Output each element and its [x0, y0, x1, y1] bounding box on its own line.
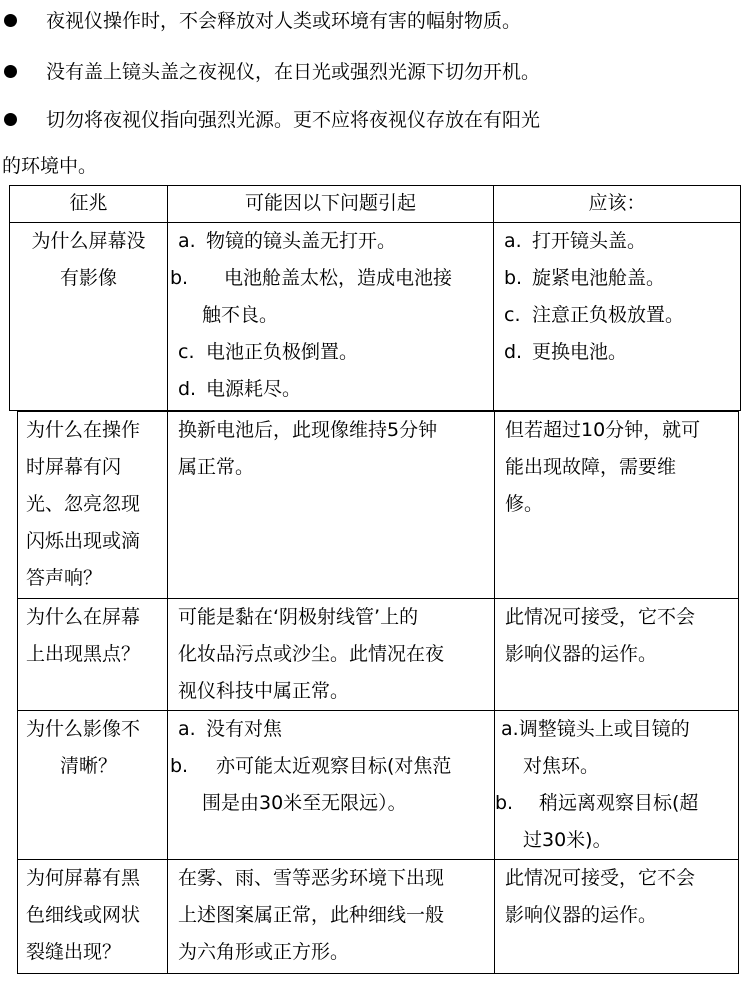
item-marker: b. [170, 755, 189, 777]
cause-cell [168, 223, 494, 411]
item-text: 亦可能太近观察目标(对焦范 [216, 755, 452, 777]
bullet-continuation: 的环境中。 [2, 155, 98, 177]
solution-line [495, 711, 734, 748]
item-marker: a. [501, 718, 519, 740]
symptom-cell [18, 860, 168, 974]
cause-line: 化妆品污点或沙尘。此情况在夜 [178, 643, 445, 665]
solution-cell [495, 412, 739, 599]
cause-line: 在雾、雨、雪等恶劣环境下出现 [178, 867, 445, 889]
bullet-dot-icon [4, 113, 17, 126]
cause-line [168, 371, 487, 408]
symptom-line: 为何屏幕有黑 [26, 867, 141, 889]
item-marker: c. [178, 341, 195, 363]
item-marker: a. [178, 230, 196, 252]
column-header-cause: 可能因以下问题引起 [168, 186, 494, 223]
table-row [18, 860, 739, 974]
item-text: 没有对焦 [206, 718, 283, 740]
solution-cell [495, 860, 739, 974]
item-text: 过30米)。 [523, 829, 612, 851]
item-marker: a. [178, 718, 196, 740]
cause-line: 视仪科技中属正常。 [178, 680, 350, 702]
symptom-line: 为什么在操作 [26, 419, 141, 441]
symptom-cell [10, 223, 168, 411]
symptom-line: 闪烁出现或滴 [26, 530, 141, 552]
item-text: 物镜的镜头盖无打开。 [206, 230, 397, 252]
item-marker: b. [495, 792, 514, 814]
solution-cell [494, 223, 741, 411]
cause-line [168, 711, 488, 748]
symptom-cell [18, 599, 168, 711]
item-text: 电池舱盖太松，造成电池接 [224, 267, 453, 289]
symptom-line: 色细线或网状 [26, 904, 141, 926]
cause-line [168, 260, 487, 297]
symptom-line: 答声响？ [26, 567, 103, 589]
symptom-line: 时屏幕有闪 [26, 456, 122, 478]
cause-line [168, 785, 488, 822]
table-row [18, 412, 739, 599]
cause-line [168, 223, 487, 260]
symptom-line: 上出现黑点？ [26, 643, 141, 665]
item-text: 调整镜头上或目镜的 [518, 718, 690, 740]
cause-line: 上述图案属正常，此种细线一般 [178, 904, 445, 926]
item-text: 电源耗尽。 [206, 378, 302, 400]
item-marker: d. [178, 378, 197, 400]
solution-line [504, 297, 736, 334]
cause-line [168, 334, 487, 371]
cause-line: 属正常。 [178, 456, 255, 478]
bullet-text: 夜视仪操作时，不会释放对人类或环境有害的幅射物质。 [46, 10, 522, 32]
symptom-line: 为什么影像不 [26, 718, 141, 740]
bullet-text: 切勿将夜视仪指向强烈光源。更不应将夜视仪存放在有阳光 [46, 109, 541, 131]
item-marker: d. [504, 341, 523, 363]
item-text: 电池正负极倒置。 [206, 341, 359, 363]
symptom-line: 有影像 [59, 267, 117, 289]
solution-line [495, 785, 734, 822]
bullet-dot-icon [4, 14, 17, 27]
item-text: 围是由30米至无限远）。 [202, 792, 407, 814]
cause-line [168, 748, 488, 785]
symptom-line: 裂缝出现？ [26, 941, 122, 963]
solution-line: 影响仪器的运作。 [505, 643, 658, 665]
column-header-symptom: 征兆 [10, 186, 168, 223]
symptom-cell [18, 412, 168, 599]
solution-cell [495, 711, 739, 860]
item-marker: b. [170, 267, 189, 289]
item-text: 对焦环。 [523, 755, 600, 777]
solution-line [504, 223, 736, 260]
solution-line [504, 260, 736, 297]
symptom-line: 清晰？ [60, 755, 118, 777]
item-text: 旋紧电池舱盖。 [532, 267, 666, 289]
item-text: 更换电池。 [532, 341, 628, 363]
symptom-line: 为什么屏幕没 [31, 230, 146, 252]
cause-cell [168, 412, 495, 599]
solution-line [504, 334, 736, 371]
bullet-text: 没有盖上镜头盖之夜视仪，在日光或强烈光源下切勿开机。 [46, 61, 541, 83]
cause-line: 为六角形或正方形。 [178, 941, 350, 963]
troubleshooting-table-body [17, 411, 739, 974]
solution-line: 但若超过10分钟，就可 [505, 419, 701, 441]
cause-cell [168, 599, 495, 711]
solution-line [495, 822, 734, 859]
table-row [18, 711, 739, 860]
cause-cell [168, 860, 495, 974]
table-header-row [10, 186, 741, 223]
column-header-solution: 应该： [494, 186, 741, 223]
solution-line: 修。 [505, 493, 544, 515]
symptom-line: 为什么在屏幕 [26, 606, 141, 628]
solution-line: 此情况可接受，它不会 [505, 606, 696, 628]
cause-line [168, 297, 487, 334]
item-marker: b. [504, 267, 523, 289]
item-text: 注意正负极放置。 [532, 304, 685, 326]
symptom-line: 光、忽亮忽现 [26, 493, 141, 515]
troubleshooting-table-header [9, 185, 741, 411]
cause-line: 换新电池后，此现像维持5分钟 [178, 419, 438, 441]
item-text: 触不良。 [202, 304, 279, 326]
item-marker: c. [504, 304, 521, 326]
table-row [10, 223, 741, 411]
bullet-dot-icon [4, 65, 17, 78]
cause-line: 可能是黏在‘阴极射线管’上的 [178, 606, 419, 628]
item-text: 打开镜头盖。 [532, 230, 647, 252]
symptom-cell [18, 711, 168, 860]
item-marker: a. [504, 230, 522, 252]
item-text: 稍远离观察目标(超 [539, 792, 699, 814]
cause-cell [168, 711, 495, 860]
solution-line [495, 748, 734, 785]
solution-line: 能出现故障，需要维 [505, 456, 677, 478]
solution-cell [495, 599, 739, 711]
solution-line: 此情况可接受，它不会 [505, 867, 696, 889]
solution-line: 影响仪器的运作。 [505, 904, 658, 926]
table-row [18, 599, 739, 711]
